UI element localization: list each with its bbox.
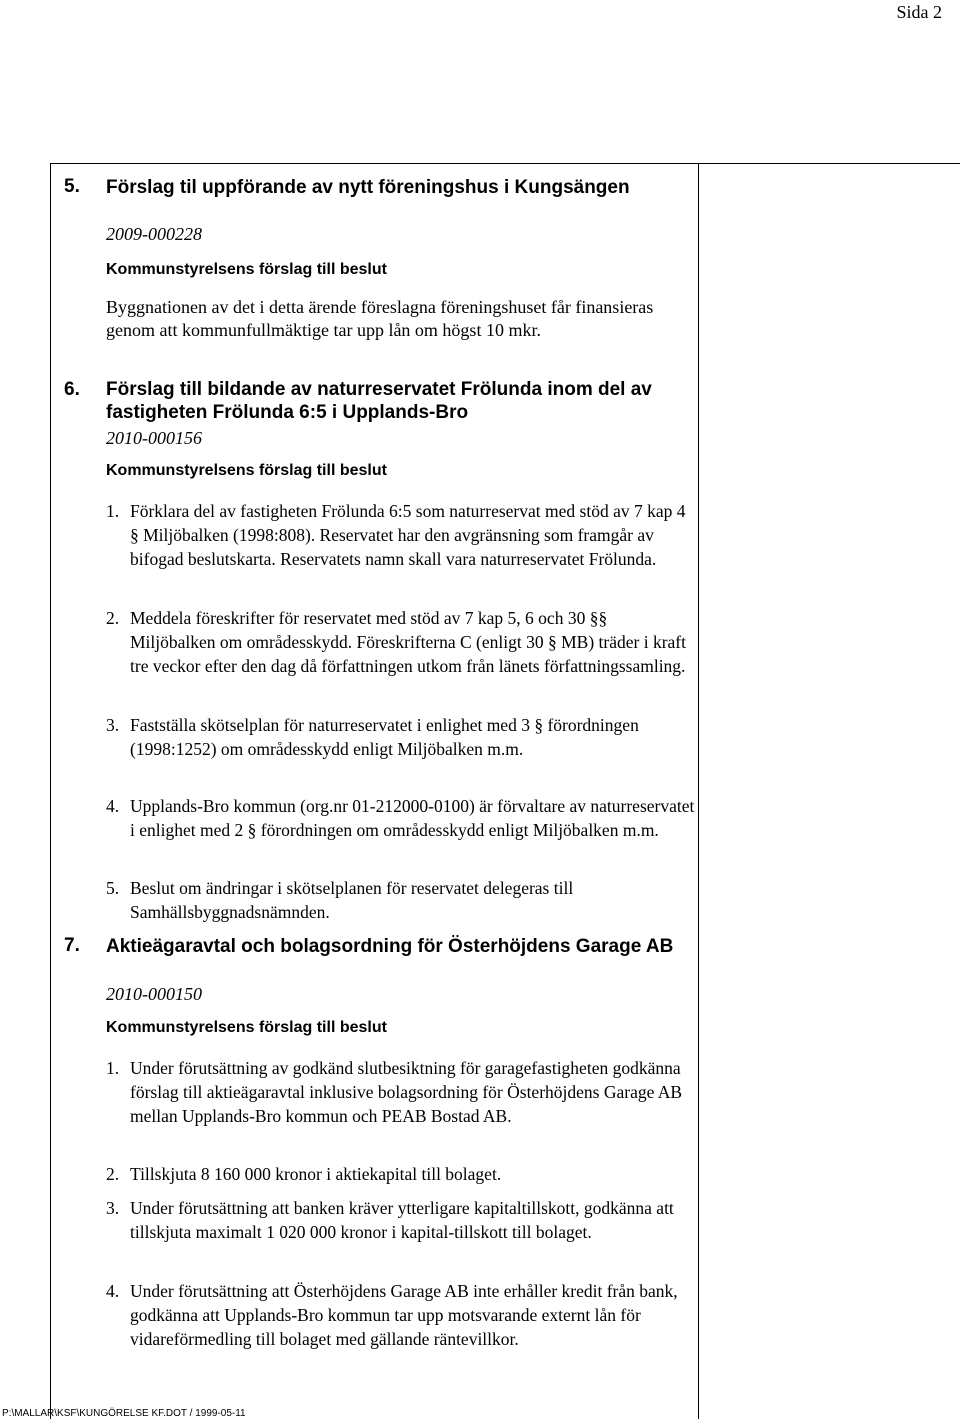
list-item <box>106 794 696 842</box>
list-item <box>106 1162 696 1186</box>
section-number: 7. <box>64 935 80 956</box>
case-number: 2010-000156 <box>106 428 202 448</box>
item-number: 5. <box>106 878 120 898</box>
case-number: 2009-000228 <box>106 224 202 244</box>
list-item <box>106 499 696 571</box>
item-text: Under förutsättning att Österhöjdens Garage AB inte erhåller kredit från bank, godkänna att Upplands-Bro kommun tar upp motsvarande externt lån för vidareförmedling till bolaget med gällande räntevillkor. <box>130 1281 678 1349</box>
item-number: 4. <box>106 796 120 816</box>
item-text: Tillskjuta 8 160 000 kronor i aktiekapital till bolaget. <box>130 1164 502 1184</box>
table-left-border <box>50 164 51 1419</box>
list-item <box>106 1196 696 1244</box>
proposal-label: Kommunstyrelsens förslag till beslut <box>106 1019 387 1036</box>
item-text: Upplands-Bro kommun (org.nr 01-212000-0100) är förvaltare av naturreservatet i enlighet med 2 § förordningen om områdesskydd enligt Miljöbalken m.m. <box>130 796 695 840</box>
section-number: 5. <box>64 176 80 197</box>
item-number: 3. <box>106 715 120 735</box>
item-text: Fastställa skötselplan för naturreservatet i enlighet med 3 § förordningen (1998:1252) om områdesskydd enligt Miljöbalken m.m. <box>130 715 639 759</box>
list-item <box>106 1056 696 1128</box>
list-item <box>106 1279 696 1351</box>
case-number: 2010-000150 <box>106 984 202 1004</box>
list-item <box>106 606 696 678</box>
list-item <box>106 713 696 761</box>
section-title: Aktieägaravtal och bolagsordning för Österhöjdens Garage AB <box>106 936 674 957</box>
item-number: 2. <box>106 608 120 628</box>
item-text: Förklara del av fastigheten Frölunda 6:5 som naturreservat med stöd av 7 kap 4 § Miljöbalken (1998:808). Reservatet har den avgränsning som framgår av bifogad beslutskarta. Reservatets namn skall vara naturreservatet Frölunda. <box>130 501 686 569</box>
item-number: 4. <box>106 1281 120 1301</box>
item-number: 2. <box>106 1164 120 1184</box>
section-number: 6. <box>64 379 80 400</box>
item-number: 3. <box>106 1198 120 1218</box>
item-text: Under förutsättning av godkänd slutbesiktning för garagefastigheten godkänna förslag till aktieägaravtal inklusive bolagsordning för Österhöjdens Garage AB mellan Upplands-Bro kommun och PEAB Bostad AB. <box>130 1058 683 1126</box>
table-column-divider <box>698 164 699 1419</box>
proposal-label: Kommunstyrelsens förslag till beslut <box>106 462 387 479</box>
section-title: Förslag till bildande av naturreservatet Frölunda inom del av fastigheten Frölunda 6:5 i Upplands-Bro <box>106 379 652 423</box>
page-number: Sida 2 <box>896 2 942 22</box>
proposal-label: Kommunstyrelsens förslag till beslut <box>106 261 387 278</box>
item-number: 1. <box>106 501 120 521</box>
footer-template-path: P:\MALLAR\KSF\KUNGÖRELSE KF.DOT / 1999-05-11 <box>2 1408 246 1419</box>
item-number: 1. <box>106 1058 120 1078</box>
proposal-text: Byggnationen av det i detta ärende föreslagna föreningshuset får finansieras genom att kommunfullmäktige tar upp lån om högst 10 mkr. <box>106 297 654 340</box>
list-item <box>106 876 696 924</box>
section-title: Förslag til uppförande av nytt föreningshus i Kungsängen <box>106 177 630 198</box>
table-top-border <box>50 163 960 164</box>
item-text: Meddela föreskrifter för reservatet med stöd av 7 kap 5, 6 och 30 §§ Miljöbalken om områdesskydd. Föreskrifterna C (enligt 30 § MB) träder i kraft tre veckor efter den dag då författningen utkom från länets författningssamling. <box>130 608 686 676</box>
item-text: Beslut om ändringar i skötselplanen för reservatet delegeras till Samhällsbyggnadsnämnden. <box>130 878 574 922</box>
item-text: Under förutsättning att banken kräver ytterligare kapitaltillskott, godkänna att tillskjuta maximalt 1 020 000 kronor i kapital-tillskott till bolaget. <box>130 1198 674 1242</box>
